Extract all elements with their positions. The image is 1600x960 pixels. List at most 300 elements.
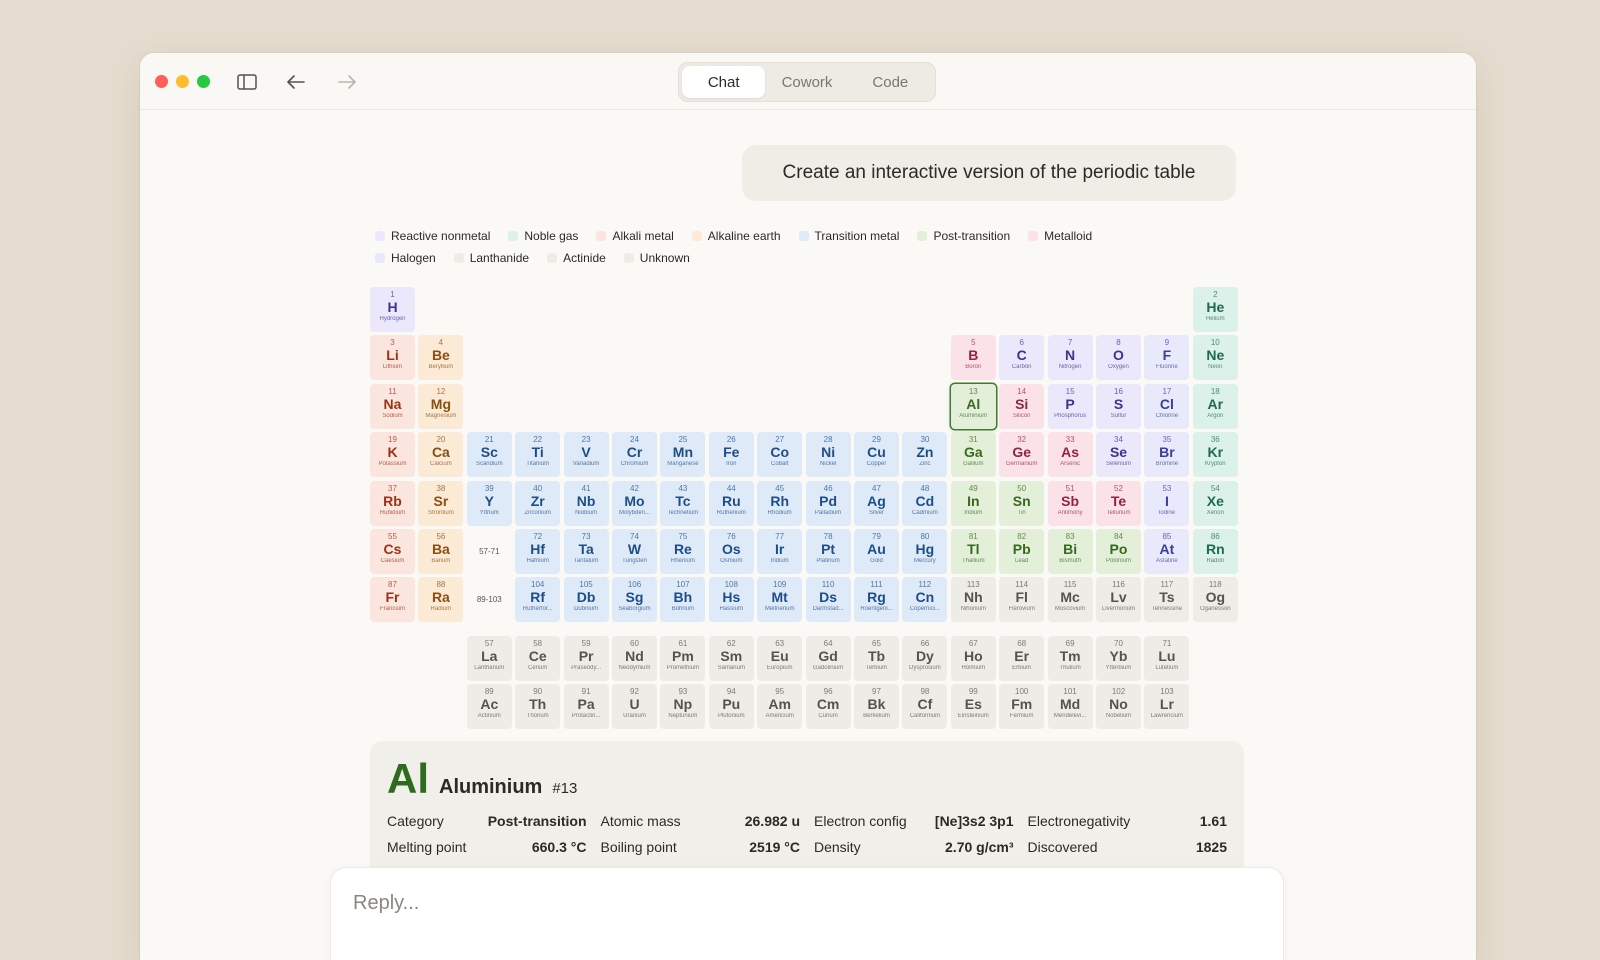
element-symbol: Te [1110, 492, 1127, 509]
legend-label: Metalloid [1044, 228, 1093, 243]
atomic-number: 36 [1210, 435, 1220, 445]
legend-swatch [547, 253, 557, 263]
element-cell-c[interactable] [999, 335, 1044, 380]
element-name: Palladium [814, 509, 842, 516]
element-cell-si[interactable] [999, 384, 1044, 429]
element-cell-gd[interactable] [806, 636, 851, 681]
atomic-number: 21 [484, 435, 494, 445]
element-cell-v[interactable] [564, 432, 609, 477]
element-symbol: Yb [1109, 647, 1128, 664]
element-symbol: Pu [722, 696, 741, 713]
element-name: Moscovium [1054, 606, 1086, 613]
element-cell-cf[interactable] [902, 684, 947, 729]
atomic-number: 63 [775, 638, 785, 648]
element-name: Xenon [1206, 509, 1224, 516]
element-name: Zinc [919, 461, 931, 468]
atomic-number: 90 [533, 687, 543, 697]
element-cell-ge[interactable] [999, 432, 1044, 477]
element-cell-o[interactable] [1096, 335, 1141, 380]
element-cell-sr[interactable] [418, 481, 463, 526]
periodic-table-grid [370, 287, 1244, 727]
property-label: Category [387, 813, 444, 829]
atomic-number: 79 [872, 532, 881, 541]
element-symbol: Mo [624, 492, 645, 509]
element-name: Scandium [475, 461, 503, 468]
legend-item [454, 251, 529, 264]
element-cell-lv[interactable] [1096, 577, 1141, 622]
reply-box [330, 867, 1284, 960]
element-symbol: Hf [530, 541, 546, 557]
element-symbol: Mc [1060, 589, 1080, 606]
element-cell-y[interactable] [467, 481, 512, 526]
back-arrow-icon[interactable] [283, 69, 309, 95]
element-cell-cn[interactable] [902, 577, 947, 622]
element-cell-br[interactable] [1144, 432, 1189, 477]
element-symbol: Lv [1110, 589, 1127, 606]
element-cell-ra[interactable] [418, 577, 463, 622]
element-cell-i[interactable] [1144, 481, 1189, 526]
detail-name: Aluminium [439, 776, 543, 798]
element-cell-be[interactable] [418, 335, 463, 380]
element-cell-tm[interactable] [1048, 636, 1093, 681]
element-symbol: I [1164, 492, 1169, 509]
atomic-number: 118 [1208, 580, 1222, 590]
element-cell-pb[interactable] [999, 529, 1044, 574]
element-cell-ag[interactable] [854, 481, 899, 526]
element-symbol: Na [383, 395, 402, 412]
element-name: Rubidium [379, 509, 406, 516]
detail-property [387, 813, 587, 829]
atomic-number: 19 [388, 435, 397, 445]
detail-property [814, 839, 1014, 855]
element-name: Roentgeni... [860, 606, 893, 613]
element-cell-na[interactable] [370, 384, 415, 429]
atomic-number: 111 [870, 580, 883, 590]
atomic-number: 26 [726, 435, 736, 445]
element-symbol: Sr [433, 492, 449, 509]
atomic-number: 117 [1160, 580, 1174, 590]
element-name: Technetium [667, 509, 699, 516]
element-cell-w[interactable] [612, 529, 657, 574]
element-cell-rf[interactable] [515, 577, 560, 622]
atomic-number: 73 [581, 532, 591, 541]
element-symbol: Pr [578, 647, 594, 664]
element-cell-ts[interactable] [1144, 577, 1189, 622]
element-name: Helium [1205, 316, 1225, 322]
element-cell-fr[interactable] [370, 577, 415, 622]
element-symbol: Rh [770, 492, 790, 509]
element-cell-mt[interactable] [757, 577, 802, 622]
element-cell-pr[interactable] [564, 636, 609, 681]
element-name: Lithium [382, 364, 403, 371]
element-symbol: Nh [963, 589, 983, 606]
element-cell-cs[interactable] [370, 529, 415, 574]
element-cell-lu[interactable] [1144, 636, 1189, 681]
element-name: Calcium [430, 461, 452, 468]
element-name: Europium [766, 664, 793, 671]
element-cell-nd[interactable] [612, 636, 657, 681]
element-symbol: U [629, 696, 640, 713]
legend-swatch [596, 231, 606, 241]
element-symbol: Fr [385, 589, 400, 606]
element-cell-co[interactable] [757, 432, 802, 477]
element-cell-ho[interactable] [951, 636, 996, 681]
element-symbol: Ne [1206, 347, 1225, 364]
element-cell-pm[interactable] [660, 636, 705, 681]
element-cell-pt[interactable] [806, 529, 851, 574]
periodic-table-artifact [370, 228, 1244, 720]
element-symbol: Tc [675, 492, 691, 509]
element-symbol: W [627, 541, 642, 557]
element-symbol: Rb [383, 492, 402, 509]
element-cell-cu[interactable] [854, 432, 899, 477]
element-name: Yttrium [479, 509, 499, 516]
element-cell-ir[interactable] [757, 529, 802, 574]
element-cell-se[interactable] [1096, 432, 1141, 477]
element-cell-ne[interactable] [1193, 335, 1238, 380]
atomic-number: 43 [678, 483, 688, 493]
element-name: Caesium [380, 558, 405, 564]
property-value: 660.3 °C [531, 839, 587, 855]
element-cell-h[interactable] [370, 287, 415, 332]
element-name: Iridium [770, 558, 789, 564]
atomic-number: 28 [823, 435, 833, 445]
element-cell-mc[interactable] [1048, 577, 1093, 622]
element-symbol: Cm [816, 696, 840, 713]
element-cell-ni[interactable] [806, 432, 851, 477]
atomic-number: 52 [1114, 483, 1123, 493]
element-cell-zn[interactable] [902, 432, 947, 477]
atomic-number: 44 [726, 483, 736, 493]
element-cell-cm[interactable] [806, 684, 851, 729]
element-symbol: Ho [963, 647, 983, 664]
element-cell-hs[interactable] [709, 577, 754, 622]
element-cell-s[interactable] [1096, 384, 1141, 429]
atomic-number: 8 [1116, 338, 1121, 348]
atomic-number: 66 [920, 638, 930, 648]
legend-label: Actinide [563, 250, 606, 265]
series-placeholder: 89-103 [476, 595, 502, 605]
element-symbol: Cu [867, 444, 886, 461]
element-symbol: Ta [578, 541, 594, 557]
element-name: Actinium [477, 713, 501, 720]
element-cell-li[interactable] [370, 335, 415, 380]
element-cell-sm[interactable] [709, 636, 754, 681]
element-cell-mn[interactable] [660, 432, 705, 477]
atomic-number: 48 [920, 483, 930, 493]
element-cell-cd[interactable] [902, 481, 947, 526]
element-name: Antimony [1057, 509, 1083, 516]
element-cell-fe[interactable] [709, 432, 754, 477]
element-cell-ru[interactable] [709, 481, 754, 526]
tab-code[interactable]: Code [872, 73, 909, 91]
element-name: Titanium [526, 461, 550, 468]
element-symbol: Ra [431, 589, 450, 606]
maximize-window-button[interactable] [197, 75, 210, 88]
tab-chat[interactable]: Chat [682, 66, 765, 98]
element-cell-sn[interactable] [999, 481, 1044, 526]
legend-label: Halogen [391, 250, 436, 265]
element-cell-te[interactable] [1096, 481, 1141, 526]
element-name: Rutherfor... [522, 606, 553, 613]
element-cell-zr[interactable] [515, 481, 560, 526]
element-name: Darmstad... [812, 606, 844, 613]
element-cell-re[interactable] [660, 529, 705, 574]
legend-item [375, 229, 490, 242]
element-cell-sg[interactable] [612, 577, 657, 622]
element-cell-ta[interactable] [564, 529, 609, 574]
element-symbol: Hg [915, 541, 935, 557]
element-cell-ds[interactable] [806, 577, 851, 622]
element-name: Silicon [1012, 412, 1031, 419]
element-name: Rhenium [670, 558, 695, 564]
element-cell-no[interactable] [1096, 684, 1141, 729]
atomic-number: 85 [1162, 532, 1172, 541]
element-name: Einsteinium [957, 713, 989, 720]
element-name: Radium [430, 606, 452, 613]
atomic-number: 25 [678, 435, 688, 445]
element-cell-la[interactable] [467, 636, 512, 681]
element-cell-k[interactable] [370, 432, 415, 477]
atomic-number: 33 [1065, 435, 1075, 445]
element-cell-nb[interactable] [564, 481, 609, 526]
legend-item [1028, 229, 1092, 242]
property-label: Atomic mass [600, 813, 681, 829]
element-symbol: Lu [1158, 647, 1176, 664]
element-symbol: Rf [530, 589, 546, 606]
element-cell-cr[interactable] [612, 432, 657, 477]
element-cell-xe[interactable] [1193, 481, 1238, 526]
element-symbol: Ge [1012, 444, 1032, 461]
element-cell-rn[interactable] [1193, 529, 1238, 574]
atomic-number: 83 [1065, 532, 1075, 541]
element-cell-au[interactable] [854, 529, 899, 574]
element-symbol: He [1206, 299, 1225, 315]
element-cell-al[interactable] [951, 384, 996, 429]
element-name: Gadolinium [812, 664, 844, 671]
element-symbol: Pd [819, 492, 838, 509]
close-window-button[interactable] [155, 75, 168, 88]
atomic-number: 107 [676, 580, 690, 590]
element-cell-ar[interactable] [1193, 384, 1238, 429]
element-cell-lr[interactable] [1144, 684, 1189, 729]
element-cell-bk[interactable] [854, 684, 899, 729]
element-name: Cadmium [912, 509, 938, 516]
element-cell-pa[interactable] [564, 684, 609, 729]
element-name: Nickel [819, 461, 837, 468]
element-symbol: Fe [723, 444, 740, 461]
atomic-number: 92 [630, 687, 639, 697]
element-symbol: Ru [721, 492, 741, 509]
element-cell-db[interactable] [564, 577, 609, 622]
element-symbol: Nd [625, 647, 644, 664]
atomic-number: 113 [966, 580, 980, 590]
element-name: Indium [964, 509, 983, 516]
element-cell-tb[interactable] [854, 636, 899, 681]
element-cell-ba[interactable] [418, 529, 463, 574]
element-name: Samarium [717, 664, 745, 671]
element-name: Copper [866, 461, 887, 468]
element-cell-at[interactable] [1144, 529, 1189, 574]
element-symbol: Th [529, 696, 547, 713]
element-cell-md[interactable] [1048, 684, 1093, 729]
element-symbol: Se [1109, 444, 1128, 461]
element-cell-nh[interactable] [951, 577, 996, 622]
element-cell-bh[interactable] [660, 577, 705, 622]
element-cell-ga[interactable] [951, 432, 996, 477]
atomic-number: 96 [823, 687, 833, 697]
element-cell-am[interactable] [757, 684, 802, 729]
atomic-number: 68 [1017, 638, 1027, 648]
element-name: Magnesium [425, 412, 457, 419]
element-cell-n[interactable] [1048, 335, 1093, 380]
element-cell-mg[interactable] [418, 384, 463, 429]
element-cell-po[interactable] [1096, 529, 1141, 574]
atomic-number: 109 [773, 580, 787, 590]
element-cell-kr[interactable] [1193, 432, 1238, 477]
element-cell-bi[interactable] [1048, 529, 1093, 574]
atomic-number: 86 [1210, 532, 1220, 541]
element-name: Astatine [1156, 558, 1178, 564]
element-cell-ce[interactable] [515, 636, 560, 681]
element-cell-es[interactable] [951, 684, 996, 729]
element-name: Flerovium [1008, 606, 1035, 613]
element-symbol: Db [576, 589, 596, 606]
element-cell-fl[interactable] [999, 577, 1044, 622]
legend-label: Reactive nonmetal [391, 228, 491, 243]
element-cell-th[interactable] [515, 684, 560, 729]
atomic-number: 55 [388, 532, 397, 541]
element-symbol: Ti [531, 444, 544, 461]
atomic-number: 46 [823, 483, 833, 493]
element-name: Osmium [720, 558, 743, 564]
element-name: Iron [726, 461, 737, 468]
element-symbol: Sg [625, 589, 644, 606]
element-cell-er[interactable] [999, 636, 1044, 681]
element-name: Hydrogen [379, 316, 406, 322]
element-name: Oxygen [1108, 364, 1129, 371]
element-symbol: Ds [819, 589, 838, 606]
element-cell-rh[interactable] [757, 481, 802, 526]
atomic-number: 39 [484, 483, 494, 493]
element-symbol: Rg [867, 589, 886, 606]
element-cell-as[interactable] [1048, 432, 1093, 477]
element-symbol: S [1113, 395, 1124, 412]
element-cell-os[interactable] [709, 529, 754, 574]
element-name: Barium [431, 558, 451, 564]
element-cell-b[interactable] [951, 335, 996, 380]
property-value: 1825 [1195, 839, 1227, 855]
element-name: Beryllium [428, 364, 454, 371]
element-cell-hg[interactable] [902, 529, 947, 574]
atomic-number: 94 [726, 687, 736, 697]
atomic-number: 89 [484, 687, 494, 697]
tab-cowork[interactable]: Cowork [781, 73, 833, 91]
element-symbol: Mn [672, 444, 693, 461]
atomic-number: 91 [581, 687, 591, 697]
element-cell-in[interactable] [951, 481, 996, 526]
element-symbol: Al [966, 395, 981, 412]
element-cell-tc[interactable] [660, 481, 705, 526]
element-cell-hf[interactable] [515, 529, 560, 574]
element-cell-f[interactable] [1144, 335, 1189, 380]
element-cell-tl[interactable] [951, 529, 996, 574]
element-cell-mo[interactable] [612, 481, 657, 526]
element-name: Thorium [526, 713, 549, 720]
legend-label: Alkaline earth [707, 228, 781, 243]
atomic-number: 93 [678, 687, 688, 697]
minimize-window-button[interactable] [176, 75, 189, 88]
element-cell-u[interactable] [612, 684, 657, 729]
element-cell-ti[interactable] [515, 432, 560, 477]
element-name: Ruthenium [716, 509, 746, 516]
sidebar-toggle-icon[interactable] [234, 69, 260, 95]
element-cell-cl[interactable] [1144, 384, 1189, 429]
element-symbol: No [1109, 696, 1128, 713]
element-cell-sb[interactable] [1048, 481, 1093, 526]
atomic-number: 67 [968, 638, 978, 648]
element-name: Hassium [719, 606, 743, 613]
category-legend [370, 229, 1170, 264]
element-cell-ca[interactable] [418, 432, 463, 477]
element-symbol: Sb [1061, 492, 1080, 509]
element-name: Phosphorus [1054, 412, 1087, 419]
element-name: Nobelium [1105, 713, 1132, 720]
element-cell-pu[interactable] [709, 684, 754, 729]
element-cell-np[interactable] [660, 684, 705, 729]
reply-input[interactable] [353, 888, 1253, 918]
element-symbol: Eu [770, 647, 789, 664]
element-cell-yb[interactable] [1096, 636, 1141, 681]
atomic-number: 69 [1065, 638, 1075, 648]
element-cell-eu[interactable] [757, 636, 802, 681]
atomic-number: 87 [388, 580, 397, 590]
element-symbol: Kr [1207, 444, 1224, 461]
element-name: Tungsten [622, 558, 647, 564]
element-symbol: Cs [383, 541, 402, 557]
element-name: Aluminium [959, 412, 988, 419]
element-cell-sc[interactable] [467, 432, 512, 477]
element-name: Strontium [428, 509, 454, 516]
element-cell-rb[interactable] [370, 481, 415, 526]
element-name: Lutetium [1155, 664, 1179, 671]
element-cell-pd[interactable] [806, 481, 851, 526]
element-symbol: Am [768, 696, 791, 713]
element-cell-ac[interactable] [467, 684, 512, 729]
element-symbol: Hs [722, 589, 741, 606]
element-name: Argon [1207, 412, 1224, 419]
mode-tabs [678, 62, 936, 102]
forward-arrow-icon[interactable] [334, 69, 360, 95]
element-cell-rg[interactable] [854, 577, 899, 622]
element-name: Tantalum [573, 558, 599, 564]
atomic-number: 110 [821, 580, 835, 590]
element-cell-fm[interactable] [999, 684, 1044, 729]
element-name: Boron [965, 364, 982, 371]
atomic-number: 51 [1065, 483, 1075, 493]
legend-item [375, 251, 436, 264]
element-symbol: Pb [1012, 541, 1031, 557]
element-name: Nitrogen [1058, 364, 1082, 371]
element-name: Tin [1017, 509, 1026, 516]
element-cell-og[interactable] [1193, 577, 1238, 622]
element-cell-p[interactable] [1048, 384, 1093, 429]
element-cell-he[interactable] [1193, 287, 1238, 332]
atomic-number: 9 [1164, 338, 1170, 348]
atomic-number: 103 [1160, 687, 1174, 697]
element-cell-dy[interactable] [902, 636, 947, 681]
element-symbol: C [1016, 347, 1027, 364]
